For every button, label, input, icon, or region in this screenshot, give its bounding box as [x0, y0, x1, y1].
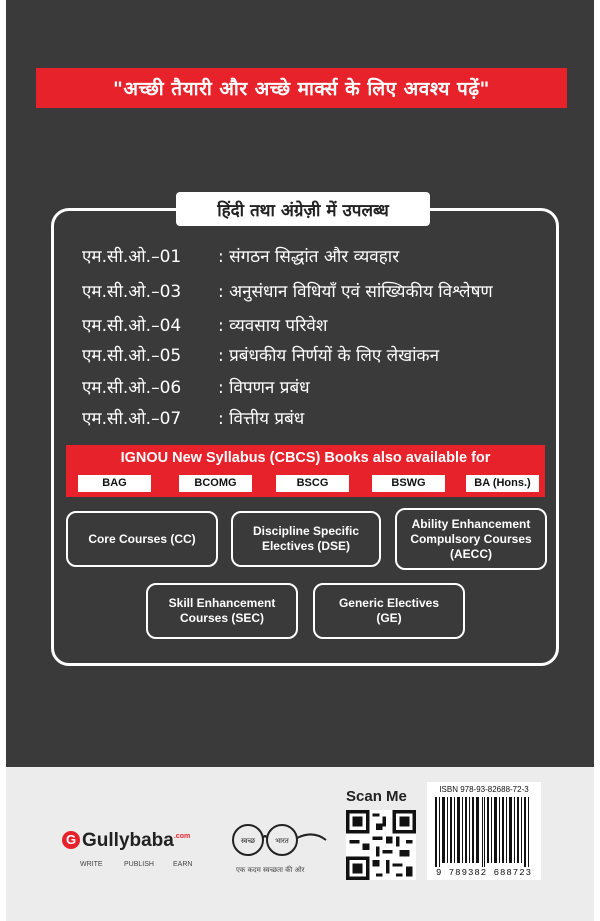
course-title: : व्यवसाय परिवेश — [218, 316, 328, 336]
swachh-left-text: स्वच्छ — [240, 837, 256, 845]
program-tag-bcomg: BCOMG — [179, 475, 252, 492]
motto-publish: PUBLISH — [124, 861, 154, 868]
publisher-domain: .com — [173, 833, 191, 840]
course-title: : विपणन प्रबंध — [218, 378, 310, 398]
barcode-icon — [435, 797, 533, 867]
isbn-barcode-box — [427, 782, 541, 880]
cbcs-banner — [66, 445, 545, 497]
qr-code-icon — [346, 810, 416, 880]
course-list-box — [51, 208, 559, 666]
cbcs-title: IGNOU New Syllabus (CBCS) Books also available for — [120, 450, 491, 466]
program-tag-bscg: BSCG — [276, 475, 349, 492]
program-tag-bswg: BSWG — [372, 475, 445, 492]
course-title: : वित्तीय प्रबंध — [218, 409, 305, 429]
motto-earn: EARN — [173, 861, 193, 868]
course-code: एम.सी.ओ.–04 — [82, 316, 182, 336]
category-core-courses: Core Courses (CC) — [66, 511, 218, 567]
course-title: : प्रबंधकीय निर्णयों के लिए लेखांकन — [218, 346, 440, 366]
course-title: : संगठन सिद्धांत और व्यवहार — [218, 247, 400, 267]
category-sec: Skill Enhancement Courses (SEC) — [146, 583, 298, 639]
gullybaba-g-icon: G — [62, 831, 80, 849]
course-code: एम.सी.ओ.–01 — [82, 247, 182, 267]
category-dse: Discipline Specific Electives (DSE) — [231, 511, 381, 567]
course-item — [82, 313, 327, 336]
course-code: एम.सी.ओ.–07 — [82, 409, 182, 429]
course-title: : अनुसंधान विधियाँ एवं सांख्यिकीय विश्लेषण — [218, 282, 493, 302]
program-tag-bag: BAG — [78, 475, 151, 492]
category-ge: Generic Electives (GE) — [313, 583, 465, 639]
publisher-name: Gullybaba — [82, 830, 174, 851]
course-code: एम.सी.ओ.–05 — [82, 346, 182, 366]
program-tag-ba-hons: BA (Hons.) — [466, 475, 539, 492]
motto-write: WRITE — [80, 861, 103, 868]
course-item — [82, 343, 439, 366]
course-code: एम.सी.ओ.–06 — [82, 378, 182, 398]
isbn-label: ISBN 978-93-82688-72-3 — [439, 785, 529, 794]
availability-label: हिंदी तथा अंग्रेज़ी में उपलब्ध — [176, 192, 430, 226]
course-item — [82, 244, 399, 267]
barcode-digits: 9 789382 688723 — [435, 868, 532, 878]
category-aecc: Ability Enhancement Compulsory Courses (AECC) — [395, 508, 547, 570]
swachh-bharat-glasses-icon — [228, 818, 328, 864]
course-item — [82, 279, 493, 302]
scan-me-label: Scan Me — [346, 788, 407, 805]
course-code: एम.सी.ओ.–03 — [82, 282, 182, 302]
course-item — [82, 375, 310, 398]
swachh-right-text: भारत — [275, 837, 289, 845]
tagline-banner: "अच्छी तैयारी और अच्छे मार्क्स के लिए अवश्य पढ़ें" — [36, 68, 567, 108]
publisher-logo — [62, 830, 190, 852]
swachh-caption: एक कदम स्वच्छता की ओर — [236, 866, 305, 874]
course-item — [82, 406, 304, 429]
